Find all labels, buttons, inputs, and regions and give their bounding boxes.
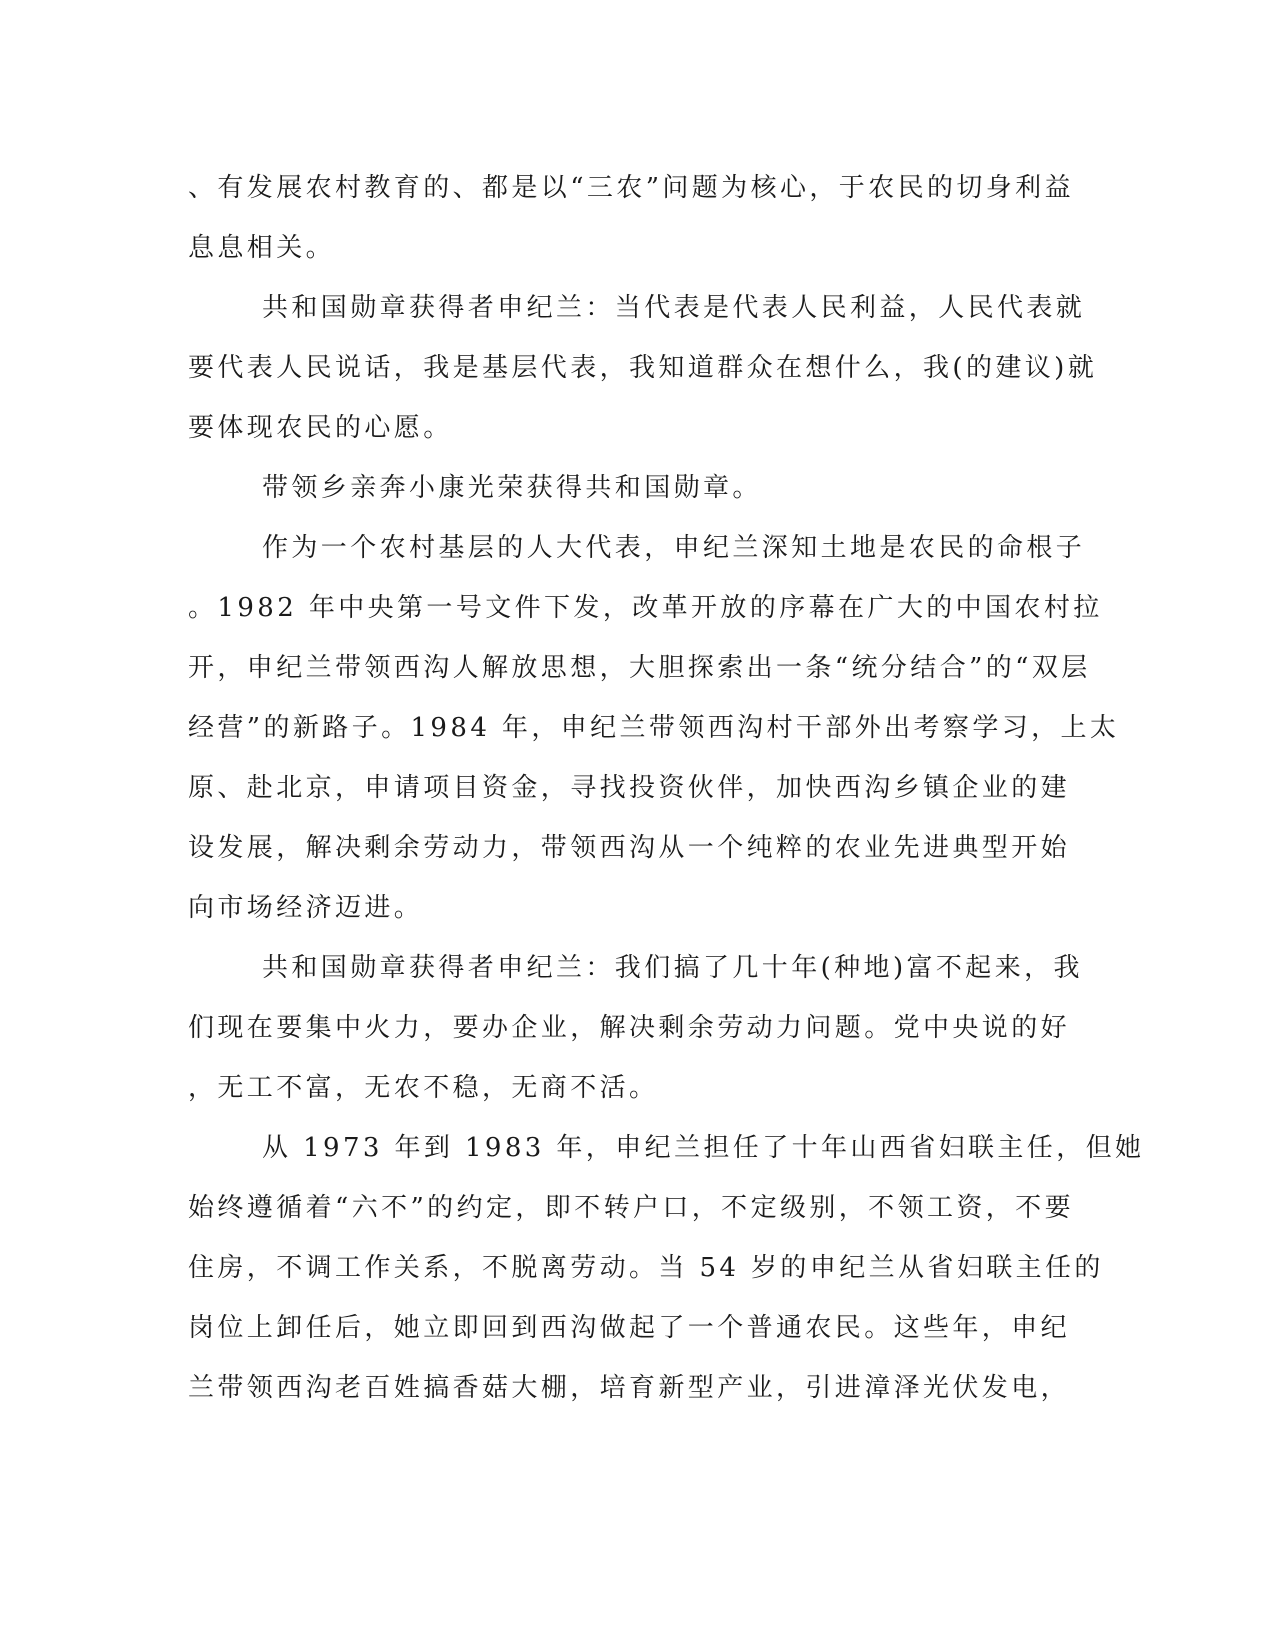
body-text xyxy=(188,158,1145,1418)
text-line: 带领乡亲奔小康光荣获得共和国勋章。 xyxy=(262,473,762,503)
text-line: 开，申纪兰带领西沟人解放思想，大胆探索出一条“统分结合”的“双层 xyxy=(188,653,1091,683)
text-line: 始终遵循着“六不”的约定，即不转户口，不定级别，不领工资，不要 xyxy=(188,1193,1074,1223)
text-line: 共和国勋章获得者申纪兰：我们搞了几十年(种地)富不起来，我 xyxy=(262,953,1083,983)
text-line: 兰带领西沟老百姓搞香菇大棚，培育新型产业，引进漳泽光伏发电， xyxy=(188,1373,1071,1403)
text-line: 住房，不调工作关系，不脱离劳动。当 54 岁的申纪兰从省妇联主任的 xyxy=(188,1253,1104,1283)
text-line: 作为一个农村基层的人大代表，申纪兰深知土地是农民的命根子 xyxy=(262,533,1086,563)
text-line: 息息相关。 xyxy=(188,233,336,263)
text-line: 经营”的新路子。1984 年，申纪兰带领西沟村干部外出考察学习，上太 xyxy=(188,713,1120,743)
text-line: 、有发展农村教育的、都是以“三农”问题为核心，于农民的切身利益 xyxy=(188,173,1074,203)
text-line: 共和国勋章获得者申纪兰：当代表是代表人民利益，人民代表就 xyxy=(262,293,1086,323)
text-line: 设发展，解决剩余劳动力，带领西沟从一个纯粹的农业先进典型开始 xyxy=(188,833,1071,863)
text-line: 要体现农民的心愿。 xyxy=(188,413,453,443)
text-line: 从 1973 年到 1983 年，申纪兰担任了十年山西省妇联主任，但她 xyxy=(262,1133,1145,1163)
text-line: 们现在要集中火力，要办企业，解决剩余劳动力问题。党中央说的好 xyxy=(188,1013,1071,1043)
text-line: 。1982 年中央第一号文件下发，改革开放的序幕在广大的中国农村拉 xyxy=(188,593,1103,623)
text-line: ，无工不富，无农不稳，无商不活。 xyxy=(188,1073,659,1103)
text-line: 岗位上卸任后，她立即回到西沟做起了一个普通农民。这些年，申纪 xyxy=(188,1313,1071,1343)
text-line: 要代表人民说话，我是基层代表，我知道群众在想什么，我(的建议)就 xyxy=(188,353,1098,383)
text-line: 原、赴北京，申请项目资金，寻找投资伙伴，加快西沟乡镇企业的建 xyxy=(188,773,1071,803)
text-line: 向市场经济迈进。 xyxy=(188,893,424,923)
